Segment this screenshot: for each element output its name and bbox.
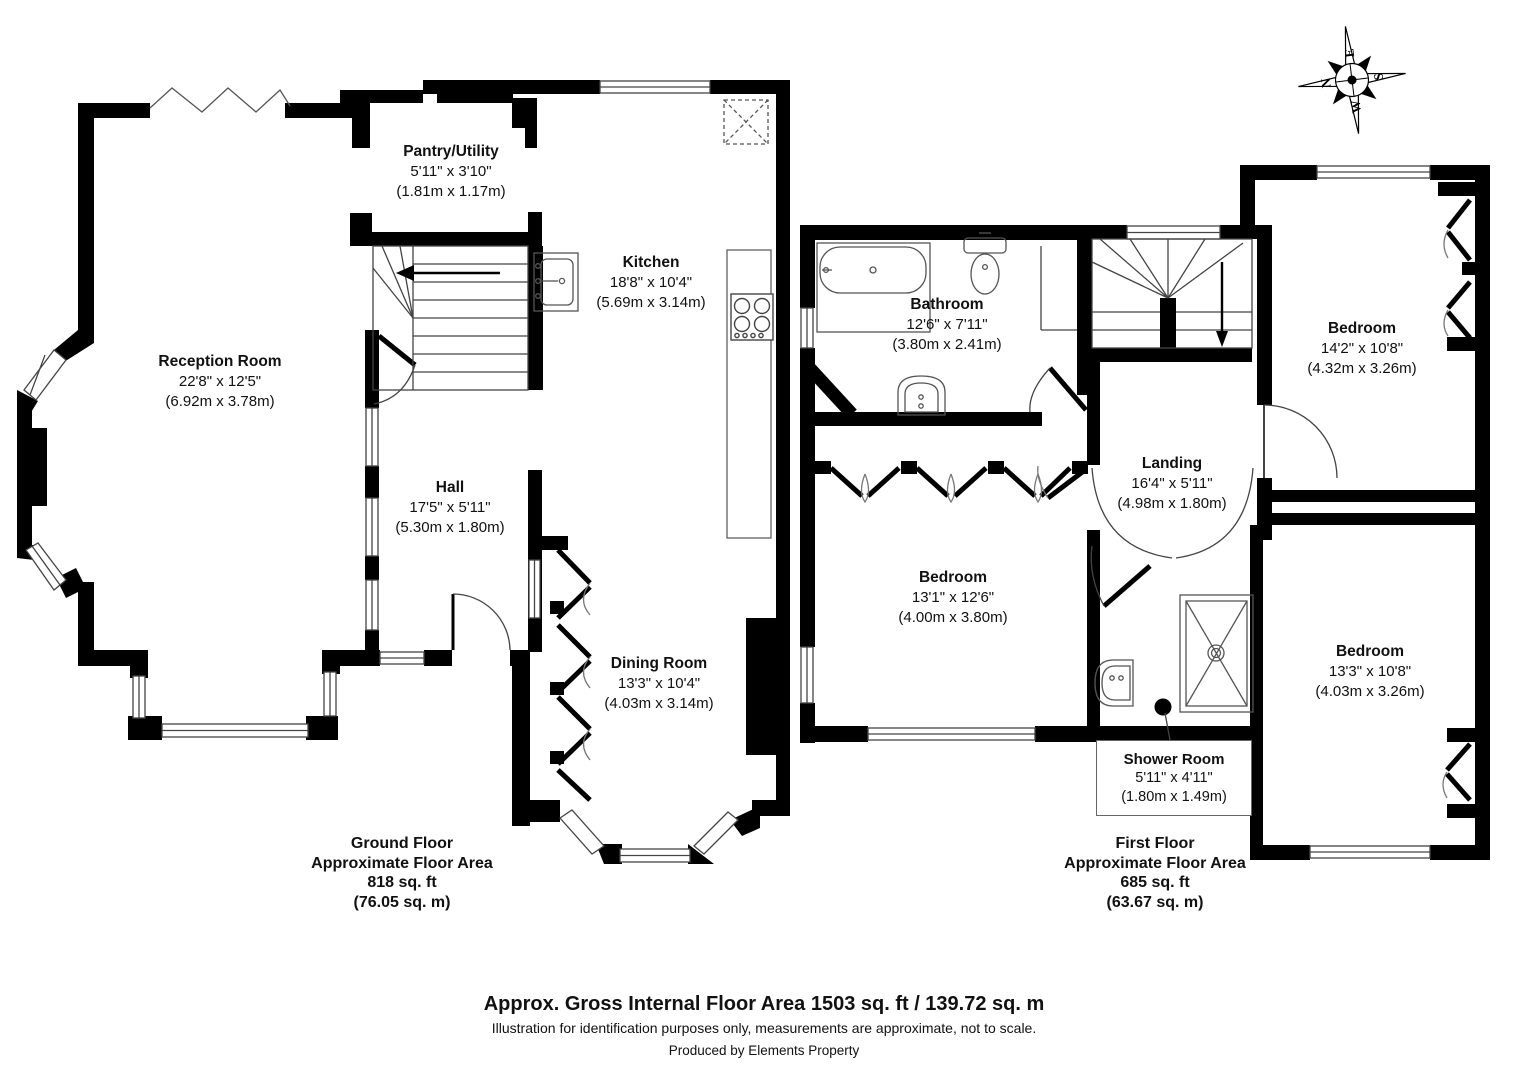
hob-icon — [731, 294, 773, 340]
compass-e: E — [1341, 47, 1358, 59]
compass-s: S — [1370, 72, 1387, 82]
stairs-up-arrow-icon — [396, 265, 500, 281]
room-label-bedroom-top: Bedroom 14'2" x 10'8" (4.32m x 3.26m) — [1307, 320, 1417, 377]
gross-area-title: Approx. Gross Internal Floor Area 1503 sq. ft / 139.72 sq. m — [483, 993, 1045, 1015]
room-label-bedroom-mid: Bedroom 13'1" x 12'6" (4.00m x 3.80m) — [898, 569, 1008, 626]
room-label-reception: Reception Room 22'8" x 12'5" (6.92m x 3.78m) — [158, 353, 282, 410]
bathroom-sink-icon — [898, 376, 945, 415]
kitchen-counter — [727, 250, 771, 538]
compass-rose-icon — [1292, 20, 1412, 140]
room-label-dining: Dining Room 13'3" x 10'4" (4.03m x 3.14m) — [604, 655, 714, 712]
compass-w: W — [1347, 99, 1365, 115]
room-label-bedroom-bottom: Bedroom 13'3" x 10'8" (4.03m x 3.26m) — [1315, 643, 1425, 700]
room-label-bathroom: Bathroom 12'6" x 7'11" (3.80m x 2.41m) — [892, 296, 1002, 353]
toilet-icon — [964, 233, 1006, 294]
shower-tray-icon — [1180, 595, 1253, 712]
disclaimer-text: Illustration for identification purposes only, measurements are approximate, not to scale. — [491, 1020, 1037, 1036]
ground-floor-doors-bifolds — [379, 336, 590, 800]
room-label-shower: Shower Room 5'11" x 4'11" (1.80m x 1.49m) — [1096, 740, 1252, 816]
rooflight-icon — [724, 100, 768, 144]
shower-sink-icon — [1095, 660, 1133, 706]
room-label-kitchen: Kitchen 18'8" x 10'4" (5.69m x 3.14m) — [596, 254, 706, 311]
producer-text: Produced by Elements Property — [668, 1043, 860, 1058]
stairs-down-arrow-icon — [1216, 262, 1228, 347]
room-label-pantry: Pantry/Utility 5'11" x 3'10" (1.81m x 1.17m) — [396, 143, 506, 200]
ground-floor-area-label: Ground Floor Approximate Floor Area 818 sq. ft (76.05 sq. m) — [311, 835, 493, 911]
ground-floor-thin — [24, 81, 738, 862]
first-floor-area-label: First Floor Approximate Floor Area 685 sq. ft (63.67 sq. m) — [1064, 835, 1246, 911]
room-label-hall: Hall 17'5" x 5'11" (5.30m x 1.80m) — [395, 479, 505, 536]
compass-n: N — [1317, 77, 1334, 89]
room-label-landing: Landing 16'4" x 5'11" (4.98m x 1.80m) — [1117, 455, 1227, 512]
